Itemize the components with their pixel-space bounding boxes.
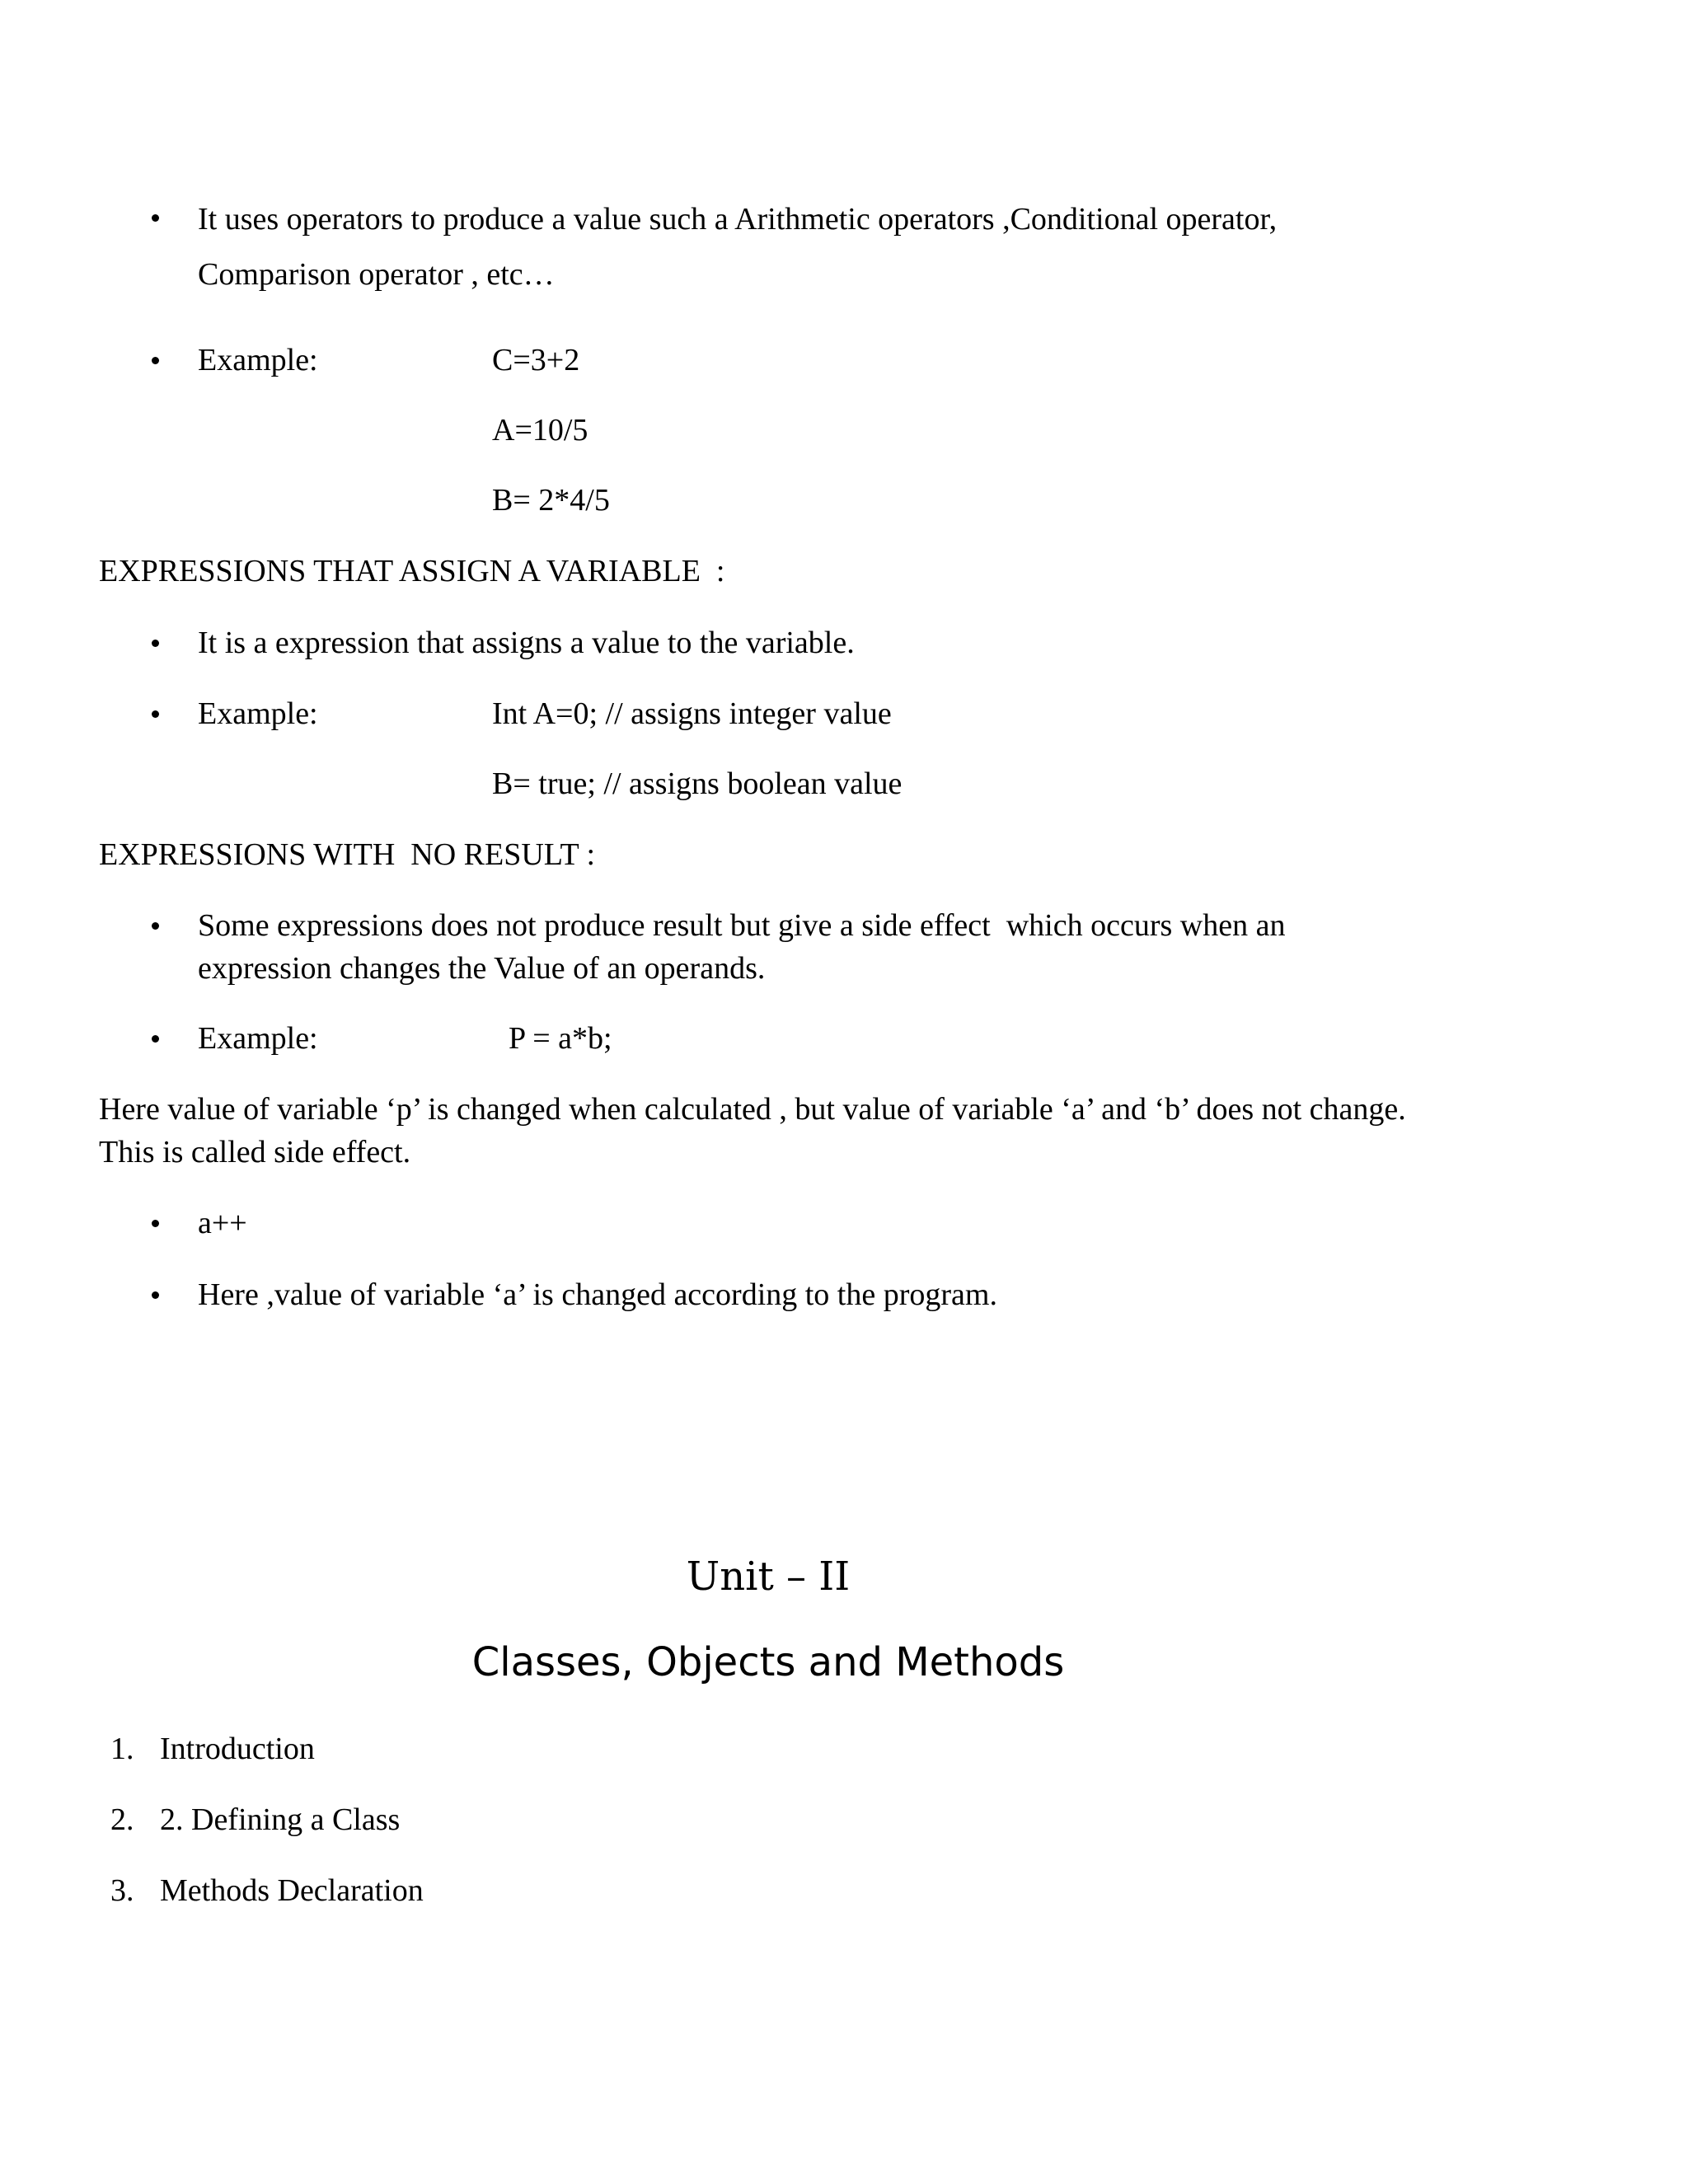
example-code: B= 2*4/5 [492,483,610,518]
example-code: A=10/5 [492,413,588,448]
bullet-marker [152,1220,159,1227]
list-item-label: Introduction [160,1732,315,1766]
bullet-text: Here ,value of variable ‘a’ is changed according to the program. [198,1277,997,1312]
bullet-marker [152,710,159,718]
example-label: Example: [198,343,318,377]
bullet-text: Some expressions does not produce result but give a side effect which occurs when an [198,908,1286,943]
bullet-marker [152,922,159,930]
unit-title: Unit – II [686,1554,851,1600]
bullet-text-continued: Comparison operator , etc… [198,257,555,292]
list-item-number: 3. [110,1873,134,1908]
example-label: Example: [198,1021,318,1056]
example-code: Int A=0; // assigns integer value [492,696,892,731]
bullet-marker [152,357,159,364]
list-item-number: 1. [110,1732,134,1766]
example-code: C=3+2 [492,343,580,377]
bullet-text: It is a expression that assigns a value to the variable. [198,626,855,660]
list-item-label: 2. Defining a Class [160,1802,401,1837]
example-label: Example: [198,696,318,731]
bullet-text: a++ [198,1206,247,1240]
bullet-text: It uses operators to produce a value such a Arithmetic operators ,Conditional operator, [198,202,1278,237]
bullet-marker [152,640,159,647]
bullet-marker [152,214,159,222]
section-heading: EXPRESSIONS WITH NO RESULT : [99,837,596,872]
section-heading: EXPRESSIONS THAT ASSIGN A VARIABLE : [99,554,725,588]
bullet-marker [152,1035,159,1043]
list-item-number: 2. [110,1802,134,1837]
paragraph-text: This is called side effect. [99,1135,411,1169]
paragraph-text: Here value of variable ‘p’ is changed when calculated , but value of variable ‘a’ and ‘b’ does not change. [99,1092,1406,1127]
bullet-text-continued: expression changes the Value of an operands. [198,951,766,986]
unit-subtitle: Classes, Objects and Methods [471,1639,1065,1685]
list-item-label: Methods Declaration [160,1873,424,1908]
example-code: B= true; // assigns boolean value [492,766,903,801]
example-code: P = a*b; [509,1021,612,1056]
bullet-marker [152,1291,159,1299]
